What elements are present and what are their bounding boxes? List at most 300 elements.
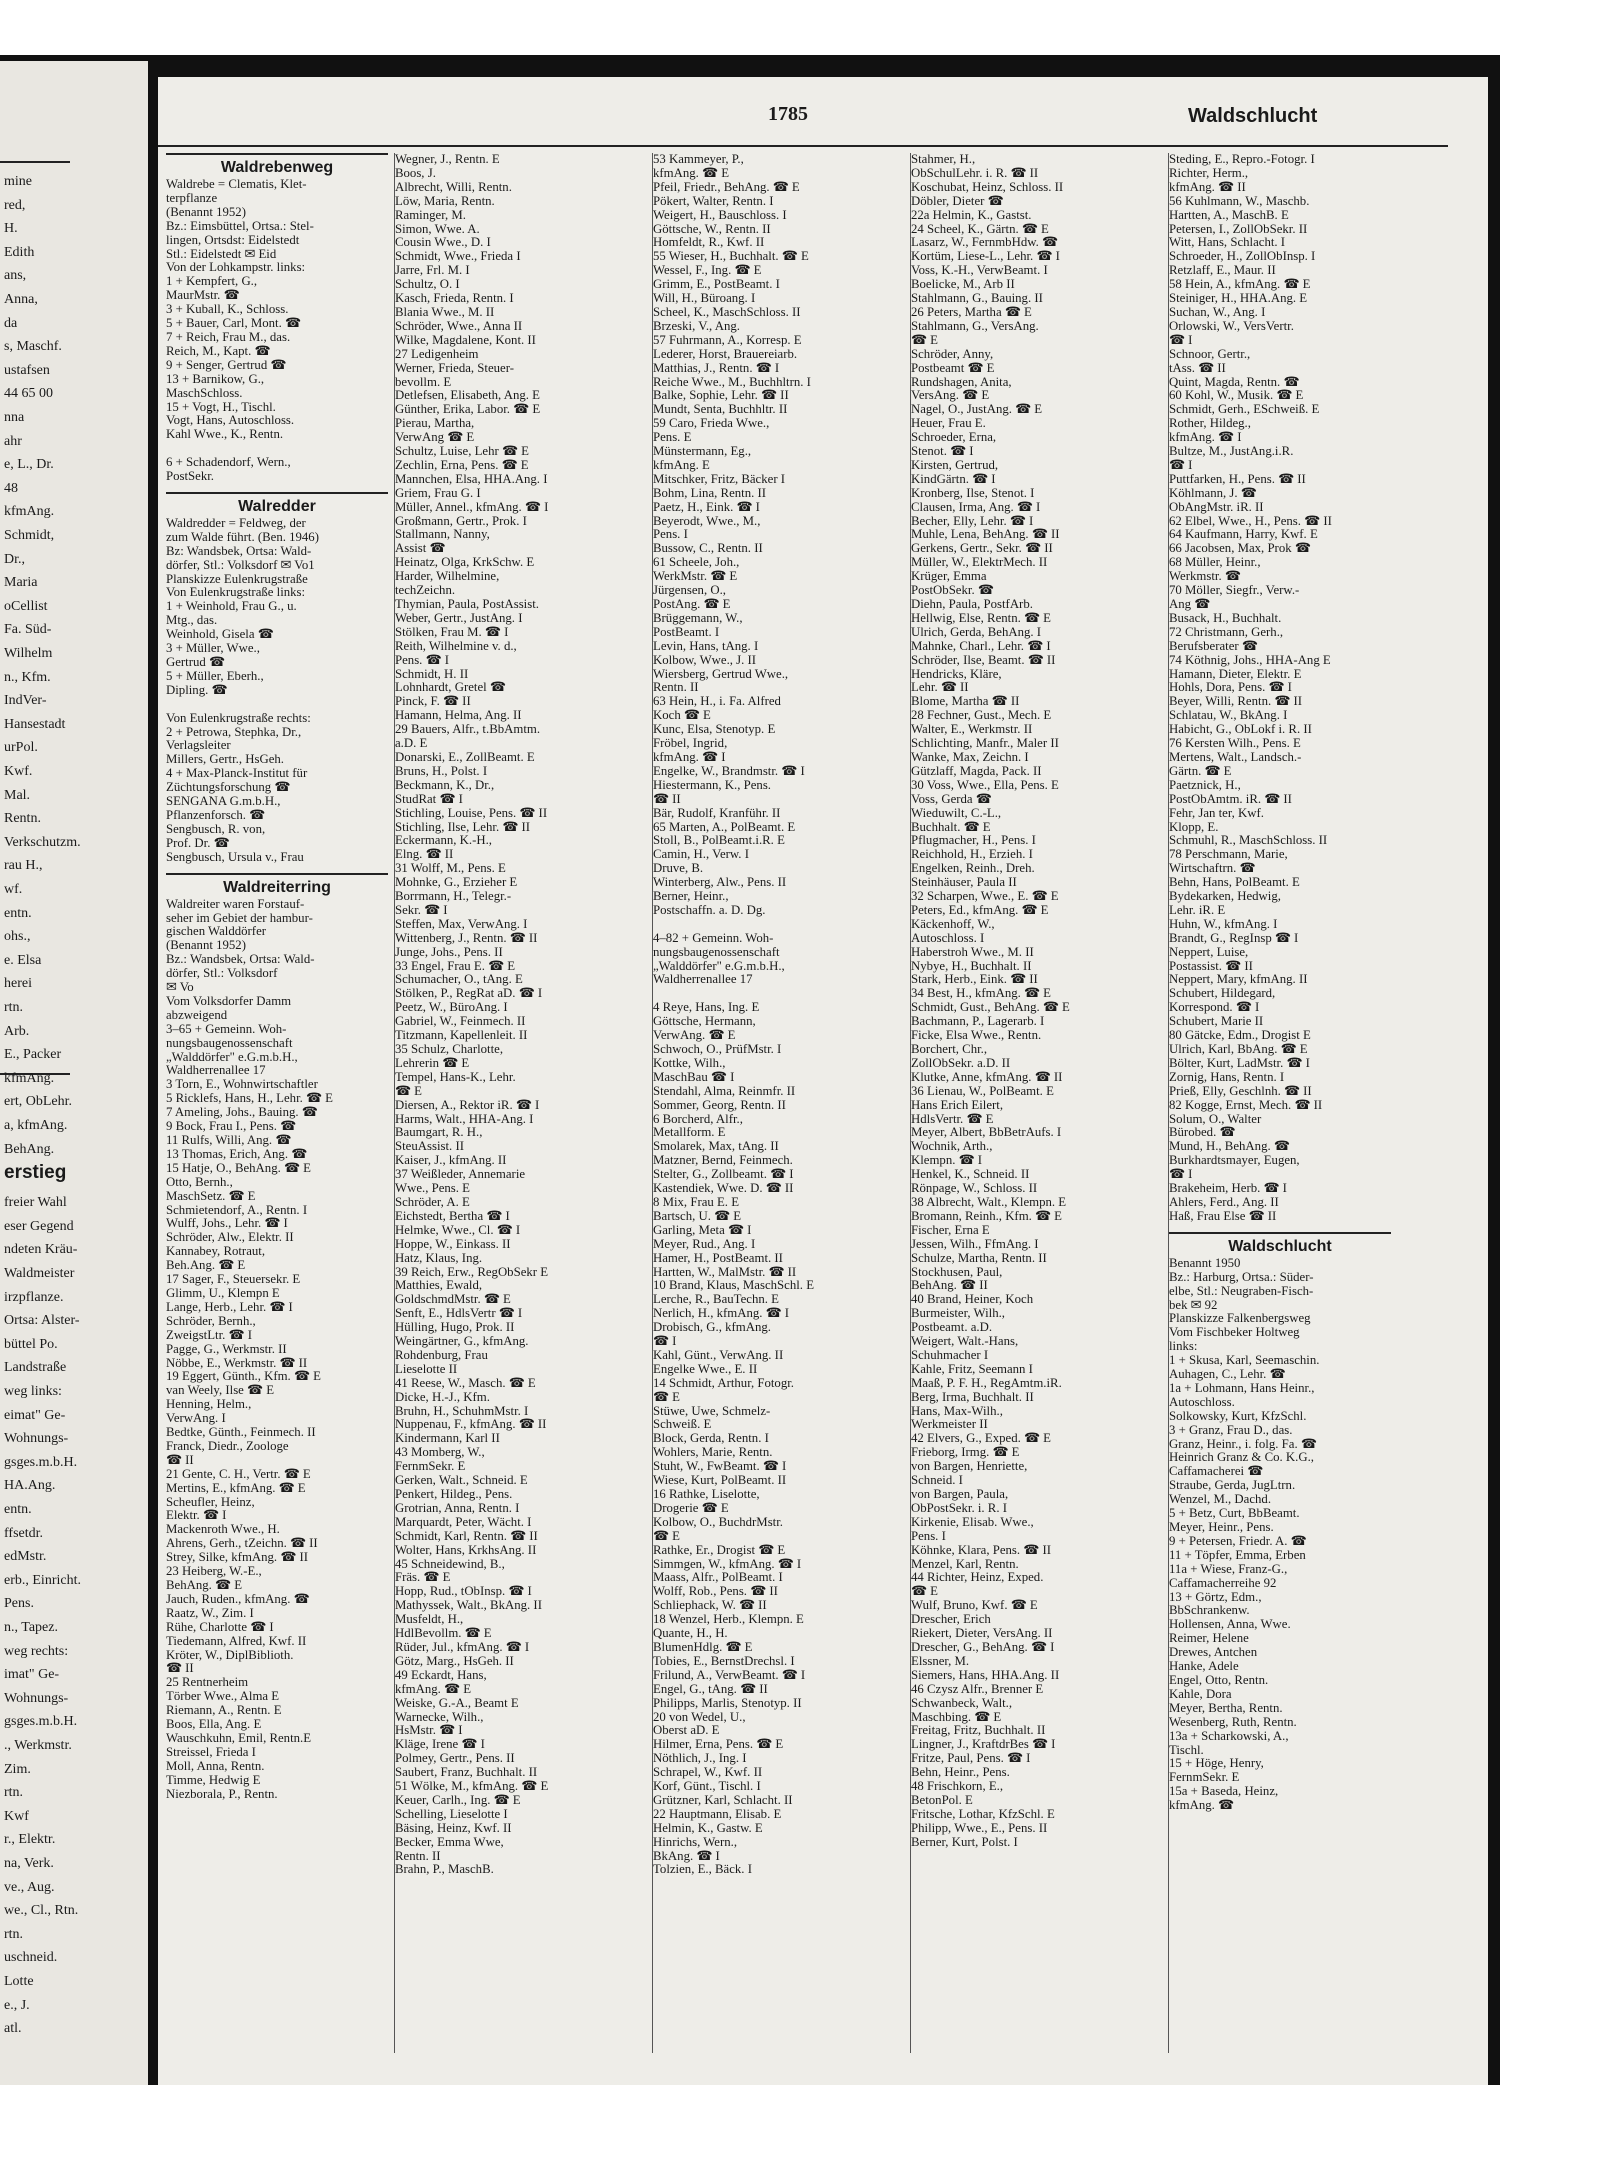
directory-line: Wohlers, Marie, Rentn. [653, 1446, 773, 1460]
directory-line: Hamer, H., PostBeamt. II [653, 1251, 783, 1265]
directory-line: Penkert, Hildeg., Pens. [395, 1488, 513, 1501]
directory-line: Wochnik, Arth., [911, 1140, 993, 1154]
directory-line: Heinrich Granz & Co. K.G., [1169, 1451, 1314, 1465]
directory-line: Tiedemann, Alfred, Kwf. II [166, 1634, 307, 1648]
directory-line: 20 von Wedel, U., [653, 1710, 746, 1724]
directory-line: Schmidt, Gerh., ESchweiß. E [1169, 403, 1320, 417]
directory-line: Schmuhl, R., MaschSchloss. II [1169, 834, 1328, 848]
directory-line: ☎ II [166, 1453, 194, 1467]
directory-line: 45 Schneidewind, B., [395, 1557, 505, 1571]
directory-line: Züchtungsforschung ☎ [166, 781, 291, 795]
directory-line: Straube, Gerda, JugLtrn. [1169, 1479, 1296, 1493]
left-page-fragment: 48 [4, 480, 18, 496]
directory-line: Jarre, Frl. M. I [395, 264, 470, 278]
directory-line: Sekr. ☎ I [395, 903, 448, 917]
directory-line: 1 + Skusa, Karl, Seemaschin. [1169, 1354, 1320, 1368]
directory-line: Gerkens, Gertr., Sekr. ☎ II [911, 542, 1053, 556]
directory-line: Drewes, Antchen [1169, 1646, 1258, 1660]
left-page-fragment: kfmAng. [4, 504, 55, 520]
left-page-fragment: gsges.m.b.H. [4, 1454, 78, 1470]
directory-line: Schröder, Ilse, Beamt. ☎ II [911, 653, 1056, 667]
directory-line: „Walddörfer" e.G.m.b.H., [166, 1050, 298, 1064]
left-page-fragment: mine [4, 174, 32, 189]
directory-line: Brzeski, V., Ang. [653, 319, 740, 333]
directory-line: Ulrich, Karl, BbAng. ☎ E [1169, 1043, 1308, 1056]
directory-line: Bartsch, U. ☎ E [653, 1209, 742, 1223]
directory-line: Wanke, Max, Zeichn. I [911, 750, 1029, 764]
directory-line: Mannchen, Elsa, HHA.Ang. I [395, 472, 548, 486]
directory-line: lingen, Ortsdst: Eidelstedt [166, 233, 300, 247]
directory-line: nungsbaugenossenschaft [653, 945, 780, 959]
directory-line: Schwanbeck, Walt., [911, 1696, 1013, 1710]
directory-line: Retzlaff, E., Maur. II [1169, 264, 1276, 278]
directory-line: Freitag, Fritz, Buchhalt. II [911, 1724, 1046, 1738]
directory-line: Fritsche, Lothar, KfzSchl. E [911, 1807, 1055, 1821]
street-heading: Waldrebenweg [166, 153, 388, 178]
directory-line: 15a + Baseda, Heinz, [1169, 1785, 1279, 1799]
directory-line: Philipps, Marlis, Stenotyp. II [653, 1696, 802, 1710]
directory-line: Caffamacherei ☎ [1169, 1465, 1264, 1479]
left-page-fragment: herei [4, 976, 32, 992]
left-page-fragment: Ortsa: Alster- [4, 1313, 80, 1329]
directory-line: Raminger, M. [395, 208, 466, 222]
left-page-fragment: ndeten Kräu- [4, 1242, 78, 1258]
left-page-fragment: atl. [4, 2021, 22, 2037]
directory-line: tAss. ☎ II [1169, 361, 1226, 375]
directory-line: kfmAng. ☎ [1169, 1799, 1234, 1813]
directory-line: Autoschloss. I [911, 931, 985, 945]
directory-line: bek ✉ 92 [1169, 1298, 1218, 1312]
directory-line: Frieborg, Irmg. ☎ E [911, 1446, 1020, 1460]
directory-line: MaschBau ☎ I [653, 1070, 735, 1084]
directory-line: Bürobed. ☎ [1169, 1126, 1236, 1140]
directory-line [653, 987, 875, 1001]
directory-line: Riekert, Dieter, VersAng. II [911, 1627, 1053, 1641]
directory-line: 56 Kuhlmann, W., Maschb. [1169, 194, 1310, 208]
directory-line: Hiestermann, K., Pens. [653, 778, 771, 792]
directory-line: Schröder, Alw., Elektr. II [166, 1231, 294, 1245]
directory-line: Bölter, Kurt, LadMstr. ☎ I [1169, 1056, 1310, 1070]
directory-line: Engel, G., tAng. ☎ II [653, 1682, 768, 1696]
directory-line: Stockhusen, Paul, [911, 1265, 1003, 1279]
directory-line: Weiske, G.-A., Beamt E [395, 1696, 519, 1710]
directory-line: ☎ E [395, 1084, 422, 1098]
left-page-fragment: n., Tapez. [4, 1620, 58, 1635]
directory-line: Schelling, Lieselotte I [395, 1807, 508, 1821]
directory-line: Will, H., Büroang. I [653, 292, 756, 306]
directory-line: Menzel, Karl, Rentn. [911, 1557, 1019, 1571]
directory-line: ZollObSekr. a.D. II [911, 1056, 1011, 1070]
directory-line: Stuht, W., FwBeamt. ☎ I [653, 1460, 787, 1474]
directory-line: 55 Wieser, H., Buchhalt. ☎ E [653, 250, 809, 264]
directory-line: Fräs. ☎ E [395, 1571, 451, 1585]
directory-line: Mundt, Senta, Buchhltr. II [653, 403, 788, 417]
directory-line: BetonPol. E [911, 1793, 973, 1807]
directory-line: Schlichting, Manfr., Maler II [911, 737, 1059, 751]
directory-line: Glimm, U., Klempn E [166, 1286, 280, 1300]
left-page-fragment: Maria [4, 575, 38, 591]
left-page-fragment: büttel Po. [4, 1336, 58, 1352]
directory-line: Schuhmacher I [911, 1348, 989, 1362]
page-number: 1785 [768, 103, 808, 125]
directory-line: Frilund, A., VerwBeamt. ☎ I [653, 1668, 806, 1682]
directory-line: BehAng. ☎ E [166, 1579, 243, 1592]
directory-line: 30 Voss, Wwe., Ella, Pens. E [911, 778, 1059, 792]
directory-line: ☎ E [911, 333, 938, 347]
directory-line: Kahle, Dora [1169, 1687, 1232, 1701]
directory-line: Weinhold, Gisela ☎ [166, 628, 274, 642]
directory-line: Witt, Hans, Schlacht. I [1169, 236, 1286, 250]
directory-line: Borchert, Chr., [911, 1043, 988, 1056]
left-page-fragment: Wilhelm [4, 646, 53, 661]
directory-line: Voss, Gerda ☎ [911, 792, 992, 806]
directory-line: BbSchrankenw. [1169, 1604, 1250, 1618]
directory-line: Homfeldt, R., Kwf. II [653, 236, 765, 250]
directory-line: Kindermann, Karl II [395, 1432, 500, 1446]
directory-line: Gärtn. ☎ E [1169, 764, 1232, 778]
directory-line: Autoschloss. [1169, 1395, 1235, 1409]
directory-line: Zechlin, Erna, Pens. ☎ E [395, 458, 529, 472]
directory-line: Münstermann, Eg., [653, 445, 752, 459]
directory-line: 17 Sager, F., Steuersekr. E [166, 1273, 301, 1287]
directory-line: Schlatau, W., BkAng. I [1169, 709, 1288, 723]
left-page-fragment: Arb. [4, 1023, 30, 1039]
directory-line: Sengbusch, R. von, [166, 822, 266, 836]
directory-line: Gerken, Walt., Schneid. E [395, 1474, 528, 1488]
directory-line: Busack, H., Buchhalt. [1169, 611, 1282, 625]
directory-line: Pinck, F. ☎ II [395, 695, 471, 709]
directory-line: Von der Lohkampstr. links: [166, 261, 306, 275]
directory-line: Drescher, G., BehAng. ☎ I [911, 1640, 1055, 1654]
directory-line: elbe, Stl.: Neugraben-Fisch- [1169, 1284, 1314, 1298]
directory-line: Griem, Frau G. I [395, 486, 481, 500]
left-page-fragment: da [4, 315, 18, 331]
directory-line: Waldrebe = Clematis, Klet- [166, 178, 307, 191]
left-page-fragment: Pens. [4, 1596, 34, 1612]
directory-line: Nerlich, H., kfmAng. ☎ I [653, 1307, 790, 1321]
directory-line: Wiersberg, Gertrud Wwe., [653, 667, 789, 681]
left-page-fragment: irzpflanze. [4, 1289, 64, 1305]
directory-line: Mtg., das. [166, 614, 218, 628]
left-page-fragment: Hansestadt [4, 716, 66, 732]
directory-line: Ahrens, Gerh., tZeichn. ☎ II [166, 1537, 318, 1551]
directory-line: Muhle, Lena, BehAng. ☎ II [911, 528, 1060, 542]
directory-line: Musfeldt, H., [395, 1613, 464, 1627]
directory-line: Weber, Gertr., JustAng. I [395, 611, 523, 625]
directory-line: Fröbel, Ingrid, [653, 737, 728, 751]
directory-line: 26 Peters, Martha ☎ E [911, 305, 1032, 319]
directory-line: 5 + Müller, Eberh., [166, 669, 264, 683]
running-head: Waldschlucht [1188, 105, 1318, 127]
directory-line: abzweigend [166, 1008, 228, 1022]
directory-line: dörfer, Stl.: Volksdorf ✉ Vo1 [166, 558, 315, 572]
directory-line: Neppert, Mary, kfmAng. II [1169, 973, 1308, 987]
directory-line: Saubert, Franz, Buchhalt. II [395, 1766, 538, 1780]
directory-line: Pökert, Walter, Rentn. I [653, 194, 774, 208]
directory-line: Pens. I [911, 1529, 946, 1543]
directory-line: 11 Rulfs, Willi, Ang. ☎ [166, 1134, 292, 1147]
directory-line: Nagel, O., JustAng. ☎ E [911, 403, 1043, 417]
directory-line: 25 Rentnerheim [166, 1676, 249, 1690]
directory-line: Von Eulenkrugstraße rechts: [166, 711, 311, 725]
directory-line: Vogt, Hans, Autoschloss. [166, 414, 295, 428]
directory-line: Niezborala, P., Rentn. [166, 1787, 278, 1801]
directory-line: Grützner, Karl, Schlacht. II [653, 1793, 793, 1807]
directory-line: Kirkenie, Elisab. Wwe., [911, 1515, 1034, 1529]
directory-line: ☎ E [653, 1390, 680, 1404]
directory-line: Postbeamt ☎ E [911, 361, 995, 375]
directory-line: Reich, M., Kapt. ☎ [166, 344, 271, 358]
directory-line: Simmgen, W., kfmAng. ☎ I [653, 1557, 802, 1571]
directory-line: Matthias, J., Rentn. ☎ I [653, 361, 780, 375]
directory-line: 5 + Bauer, Carl, Mont. ☎ [166, 317, 301, 331]
directory-line: Kunc, Elsa, Stenotyp. E [653, 723, 776, 737]
directory-line: Kläge, Irene ☎ I [395, 1738, 485, 1752]
directory-line: Stahlmann, G., Bauing. II [911, 292, 1043, 306]
directory-line: 51 Wölke, M., kfmAng. ☎ E [395, 1780, 549, 1794]
directory-line: 9 + Senger, Gertrud ☎ [166, 358, 287, 372]
directory-line: nungsbaugenossenschaft [166, 1036, 293, 1050]
directory-line: Großmann, Gertr., Prok. I [395, 514, 527, 528]
directory-line: 46 Czysz Alfr., Brenner E [911, 1682, 1044, 1696]
directory-line: Bz.: Wandsbek, Ortsa: Wald- [166, 953, 315, 967]
directory-line: Harder, Wilhelmine, [395, 570, 500, 584]
directory-line: Kortüm, Liese-L., Lehr. ☎ I [911, 250, 1060, 264]
directory-line: Schulze, Martha, Rentn. II [911, 1251, 1047, 1265]
directory-line: Heinatz, Olga, KrkSchw. E [395, 556, 535, 570]
directory-line: Verlagsleiter [166, 739, 231, 753]
directory-line: Pens. E [653, 431, 692, 445]
directory-line: Becker, Emma Wwe, [395, 1835, 504, 1849]
directory-line: ObAngMstr. iR. II [1169, 500, 1264, 514]
directory-line: kfmAng. ☎ E [395, 1682, 472, 1696]
left-page-fragment: entn. [4, 905, 32, 921]
directory-line: Timme, Hedwig E [166, 1773, 261, 1787]
directory-line: Koch ☎ E [653, 709, 711, 723]
directory-line: Henkel, K., Schneid. II [911, 1168, 1030, 1182]
directory-line: ObPostSekr. i. R. I [911, 1501, 1007, 1515]
directory-line: 15 + Vogt, H., Tischl. [166, 400, 276, 414]
directory-line: Berner, Kurt, Polst. I [911, 1835, 1018, 1849]
left-page-fragment: ffsetdr. [4, 1525, 44, 1541]
directory-line: Camin, H., Verw. I [653, 848, 749, 862]
directory-line: Pflanzenforsch. ☎ [166, 808, 266, 822]
directory-line: Smolarek, Max, tAng. II [653, 1140, 779, 1154]
left-page-fragment: Anna, [4, 292, 38, 307]
directory-line: Pflugmacher, H., Pens. I [911, 834, 1036, 848]
directory-line: 1 + Weinhold, Frau G., u. [166, 600, 297, 614]
directory-line: Wesenberg, Ruth, Rentn. [1169, 1715, 1297, 1729]
directory-line: Weigert, Walt.-Hans, [911, 1335, 1019, 1349]
directory-line: Gertrud ☎ [166, 656, 225, 669]
directory-line: Moll, Anna, Rentn. [166, 1759, 265, 1773]
left-page-fragment: Landstraße [4, 1360, 67, 1376]
directory-line: Winterberg, Alw., Pens. II [653, 876, 787, 890]
directory-line: Engelke, W., Brandmstr. ☎ I [653, 764, 805, 778]
directory-line: Suchan, W., Ang. I [1169, 305, 1266, 319]
directory-line: Polmey, Gertr., Pens. II [395, 1752, 515, 1766]
directory-line: Rohdenburg, Frau [395, 1348, 488, 1362]
directory-line: ☎ II [166, 1662, 194, 1676]
directory-line: 18 Wenzel, Herb., Klempn. E [653, 1613, 804, 1627]
directory-line: Mathyssek, Walt., BkAng. II [395, 1599, 542, 1613]
directory-line: VerwAng ☎ E [395, 431, 475, 445]
directory-line: Strey, Silke, kfmAng. ☎ II [166, 1551, 308, 1565]
directory-line: dörfer, Stl.: Volksdorf [166, 967, 278, 981]
directory-line: Waldherrenallee 17 [166, 1064, 266, 1078]
directory-line: Benannt 1950 [1169, 1256, 1241, 1270]
directory-line: Wulff, Johs., Lehr. ☎ I [166, 1217, 288, 1231]
directory-line: 7 Ameling, Johs., Bauing. ☎ [166, 1106, 318, 1120]
left-page-fragment: ve., Aug. [4, 1879, 55, 1895]
left-page-fragment: Wohnungs- [4, 1431, 69, 1447]
directory-line: Tolzien, E., Bäck. I [653, 1863, 752, 1877]
directory-line: kfmAng. ☎ II [1169, 180, 1246, 194]
directory-line: Titzmann, Kapellenleit. II [395, 1029, 528, 1043]
directory-line: 1 + Kempfert, G., [166, 275, 258, 289]
directory-line: Bz.: Eimsbüttel, Ortsa.: Stel- [166, 219, 314, 233]
directory-line: Stenot. ☎ I [911, 445, 974, 459]
directory-line: Kasch, Frieda, Rentn. I [395, 292, 514, 306]
left-page-fragment: e. Elsa [4, 952, 42, 968]
left-page-fragment: freier Wahl [4, 1195, 67, 1211]
directory-line: Koschubat, Heinz, Schloss. II [911, 180, 1064, 194]
directory-line: HdlsVertr. ☎ E [911, 1112, 994, 1126]
directory-line: 42 Elvers, G., Exped. ☎ E [911, 1432, 1051, 1446]
left-page-fragment: wf. [4, 882, 23, 897]
directory-line: Lingner, J., KraftdrBes ☎ I [911, 1738, 1056, 1752]
directory-line: van Weely, Ilse ☎ E [166, 1384, 275, 1398]
directory-line: Prieß, Elly, Geschlnh. ☎ II [1169, 1084, 1312, 1098]
left-page-fragment: erstieg [4, 1162, 67, 1184]
directory-line: Schmidt, Gust., BehAng. ☎ E [911, 1001, 1070, 1015]
directory-line: Kröter, W., DiplBiblioth. [166, 1648, 294, 1662]
left-page-fragment: eser Gegend [4, 1218, 74, 1234]
directory-line: Weingärtner, G., kfmAng. [395, 1335, 529, 1349]
directory-line: 44 Richter, Heinz, Exped. [911, 1571, 1044, 1585]
directory-line [166, 442, 388, 456]
directory-line: Borrmann, H., Telegr.- [395, 890, 512, 904]
directory-line: Bohm, Lina, Rentn. II [653, 486, 767, 500]
directory-line: Postbeamt. a.D. [911, 1321, 993, 1335]
directory-line: 58 Hein, A., kfmAng. ☎ E [1169, 278, 1311, 292]
directory-line: Müller, Annel., kfmAng. ☎ I [395, 500, 549, 514]
directory-line: FernmSekr. E [395, 1460, 466, 1474]
left-page-fragment: nna [4, 410, 25, 425]
directory-line: Grotrian, Anna, Rentn. I [395, 1501, 520, 1515]
directory-line: Voss, K.-H., VerwBeamt. I [911, 264, 1048, 278]
directory-line: Pens. ☎ I [395, 653, 449, 667]
directory-line: Raatz, W., Zim. I [166, 1606, 254, 1620]
directory-line: Bedtke, Günth., Feinmech. II [166, 1426, 316, 1440]
directory-line: Dicke, H.-J., Kfm. [395, 1390, 490, 1404]
directory-line: 11 + Töpfer, Emma, Erben [1169, 1548, 1306, 1562]
directory-line: Maaß, P. F. H., RegAmtm.iR. [911, 1376, 1062, 1390]
directory-line: 41 Reese, W., Masch. ☎ E [395, 1376, 536, 1390]
directory-line: Berufsberater ☎ [1169, 639, 1258, 653]
directory-line: Bäsing, Heinz, Kwf. II [395, 1821, 512, 1835]
directory-line: Schmietendorf, A., Rentn. I [166, 1203, 308, 1217]
left-page-fragment: Verkschutzm. [4, 834, 81, 850]
directory-line: Hartten, W., MalMstr. ☎ II [653, 1265, 797, 1279]
directory-line: Levin, Hans, tAng. I [653, 639, 759, 653]
directory-line: Lehr. ☎ II [911, 681, 969, 695]
directory-line: kfmAng. ☎ I [1169, 431, 1242, 445]
directory-line: Wittenberg, J., Rentn. ☎ II [395, 931, 538, 945]
directory-line: Maschbing. ☎ E [911, 1710, 1002, 1724]
directory-line: 65 Marten, A., PolBeamt. E [653, 820, 796, 834]
left-page-fragment: E., Packer [4, 1047, 62, 1063]
directory-line: 63 Hein, H., i. Fa. Alfred [653, 695, 781, 709]
directory-line: 72 Christmann, Gerh., [1169, 625, 1284, 639]
directory-line: Haß, Frau Else ☎ II [1169, 1209, 1277, 1223]
directory-line: Kannabey, Rotraut, [166, 1245, 266, 1259]
directory-line: Waldredder = Feldweg, der [166, 516, 306, 530]
directory-line: Stichling, Ilse, Lehr. ☎ II [395, 820, 530, 834]
directory-line: Blania Wwe., M. II [395, 305, 495, 319]
left-page-fragment: ohs., [4, 929, 31, 945]
directory-line: 34 Best, H., kfmAng. ☎ E [911, 987, 1051, 1001]
directory-line: Cousin Wwe., D. I [395, 236, 491, 250]
directory-line: Waldherrenallee 17 [653, 973, 753, 987]
directory-line: Haberstroh Wwe., M. II [911, 945, 1034, 959]
directory-line: Henning, Helm., [166, 1398, 252, 1412]
directory-line: Törber Wwe., Alma E [166, 1690, 280, 1704]
left-page-fragment: ., Werkmstr. [4, 1738, 72, 1753]
directory-line: 39 Reich, Erw., RegObSekr E [395, 1265, 549, 1279]
left-page-fragment: H. [4, 221, 18, 237]
column-3 [652, 153, 875, 2053]
directory-line: Zornig, Hans, Rentn. I [1169, 1070, 1285, 1084]
directory-line: 6 + Schadendorf, Wern., [166, 456, 291, 470]
directory-line: Tempel, Hans-K., Lehr. [395, 1070, 516, 1084]
directory-line: gischen Walddörfer [166, 925, 267, 939]
directory-line: Detlefsen, Elisabeth, Ang. E [395, 389, 540, 403]
directory-line: 3 + Müller, Wwe., [166, 642, 260, 656]
directory-line: PostObSekr. ☎ [911, 584, 994, 598]
left-page-fragment: uschneid. [4, 1950, 58, 1966]
directory-line: Hans, Max-Wilh., [911, 1404, 1003, 1418]
directory-line: BkAng. ☎ I [653, 1849, 720, 1863]
directory-line: 13 Thomas, Erich, Ang. ☎ [166, 1147, 308, 1161]
directory-line: 21 Gente, C. H., Vertr. ☎ E [166, 1467, 311, 1481]
directory-line: 32 Scharpen, Wwe., E. ☎ E [911, 890, 1059, 904]
directory-line: Korf, Günt., Tischl. I [653, 1780, 761, 1794]
directory-line: Garling, Meta ☎ I [653, 1223, 752, 1237]
directory-line: Klempn. ☎ I [911, 1154, 983, 1168]
directory-line: Hohls, Dora, Pens. ☎ I [1169, 681, 1292, 695]
directory-line: Schliephack, W. ☎ II [653, 1599, 767, 1613]
directory-line: 8 Mix, Frau E. E [653, 1195, 740, 1209]
directory-line: 3 + Kuball, K., Schloss. [166, 303, 289, 317]
directory-line: kfmAng. ☎ I [653, 750, 726, 764]
directory-line: Müller, W., ElektrMech. II [911, 556, 1048, 570]
column-1 [166, 153, 388, 2053]
directory-line: Kahl, Günt., VerwAng. II [653, 1348, 784, 1362]
directory-line: 2 + Petrowa, Stephka, Dr., [166, 725, 302, 739]
directory-line: Lehr. iR. E [1169, 903, 1226, 917]
directory-line: Albrecht, Willi, Rentn. [395, 180, 512, 194]
directory-line: Bruns, H., Polst. I [395, 764, 488, 778]
directory-line: Werner, Frieda, Steuer- [395, 361, 515, 375]
directory-line: Kahl Wwe., K., Rentn. [166, 428, 284, 442]
directory-line: GoldschmdMstr. ☎ E [395, 1293, 511, 1307]
directory-line: Fischer, Erna E [911, 1223, 990, 1237]
directory-line: Klopp, E. [1169, 820, 1219, 834]
directory-line: Scheufler, Heinz, [166, 1495, 255, 1509]
left-page-fragment: kfmAng. [4, 1070, 55, 1086]
directory-line: Ahlers, Ferd., Ang. II [1169, 1195, 1279, 1209]
